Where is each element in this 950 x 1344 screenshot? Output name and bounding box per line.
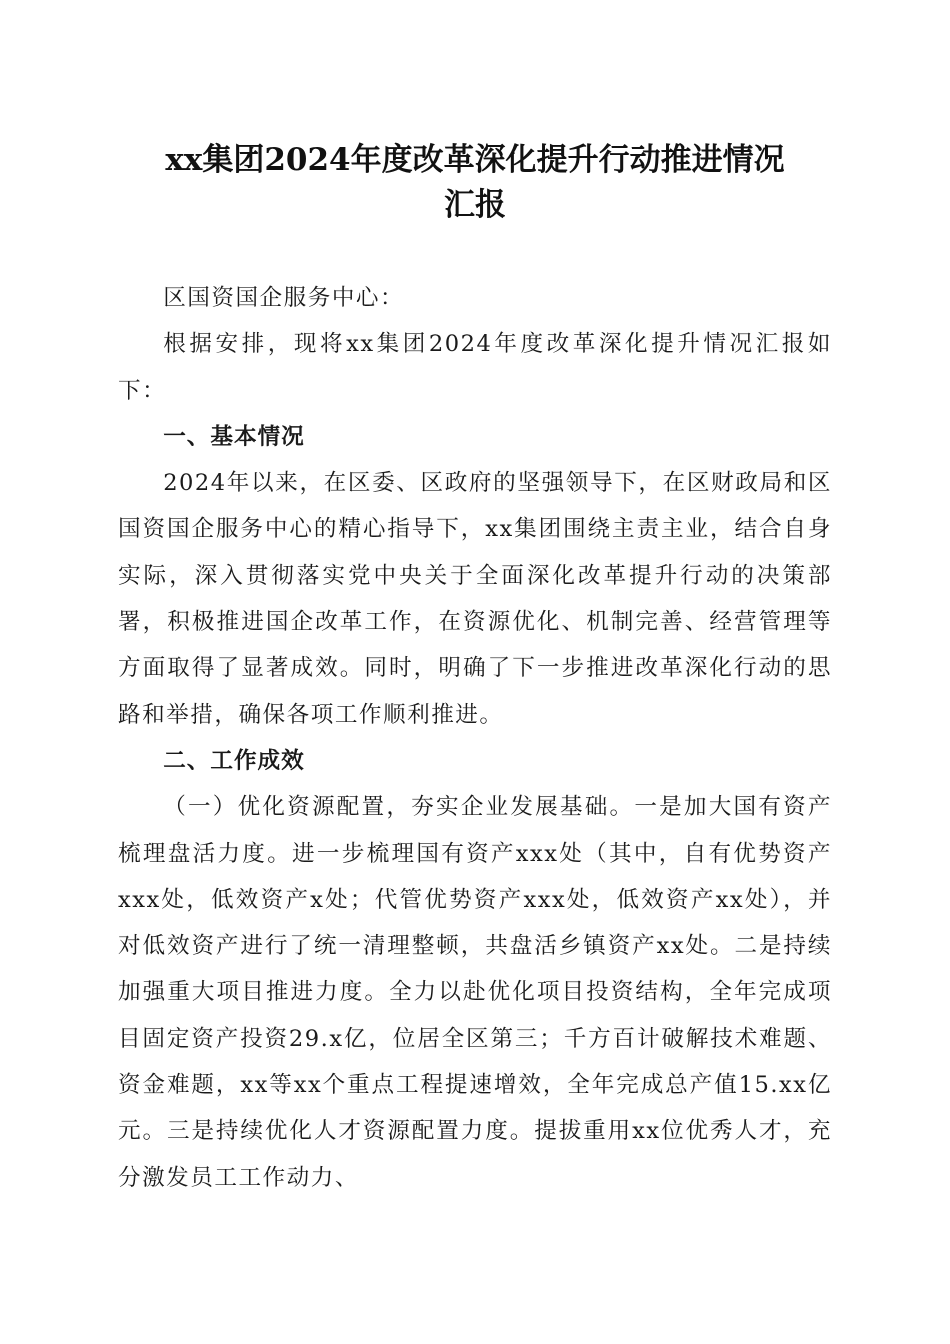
document-title: [95, 138, 855, 228]
section-2-heading: 二、工作成效: [163, 747, 305, 774]
section-1-heading: 一、基本情况: [163, 423, 305, 450]
intro-paragraph: 根据安排，现将xx集团2024年度改革深化提升情况汇报如下：: [118, 331, 832, 404]
section-1-paragraph: 2024年以来，在区委、区政府的坚强领导下，在区财政局和区国资国企服务中心的精心指导下，xx集团围绕主责主业，结合自身实际，深入贯彻落实党中央关于全面深化改革提升行动的决策部署，积极推进国企改革工作，在资源优化、机制完善、经营管理等方面取得了显著成效。同时，明确了下一步推进改革深化行动的思路和举措，确保各项工作顺利推进。: [118, 470, 832, 728]
section-2-subsection-1: （一）优化资源配置，夯实企业发展基础。一是加大国有资产梳理盘活力度。进一步梳理国有资产xxx处（其中，自有优势资产xxx处，低效资产x处；代管优势资产xxx处，低效资产xx处），并对低效资产进行了统一清理整顿，共盘活乡镇资产xx处。二是持续加强重大项目推进力度。全力以赴优化项目投资结构，全年完成项目固定资产投资29.x亿，位居全区第三；千方百计破解技术难题、资金难题，xx等xx个重点工程提速增效，全年完成总产值15.xx亿元。三是持续优化人才资源配置力度。提拔重用xx位优秀人才，充分激发员工工作动力、: [118, 794, 832, 1191]
title-line-1: xx集团2024年度改革深化提升行动推进情况: [165, 142, 785, 178]
title-line-2: 汇报: [444, 187, 506, 223]
salutation: 区国资国企服务中心：: [163, 285, 405, 311]
document-body: [118, 275, 832, 1201]
